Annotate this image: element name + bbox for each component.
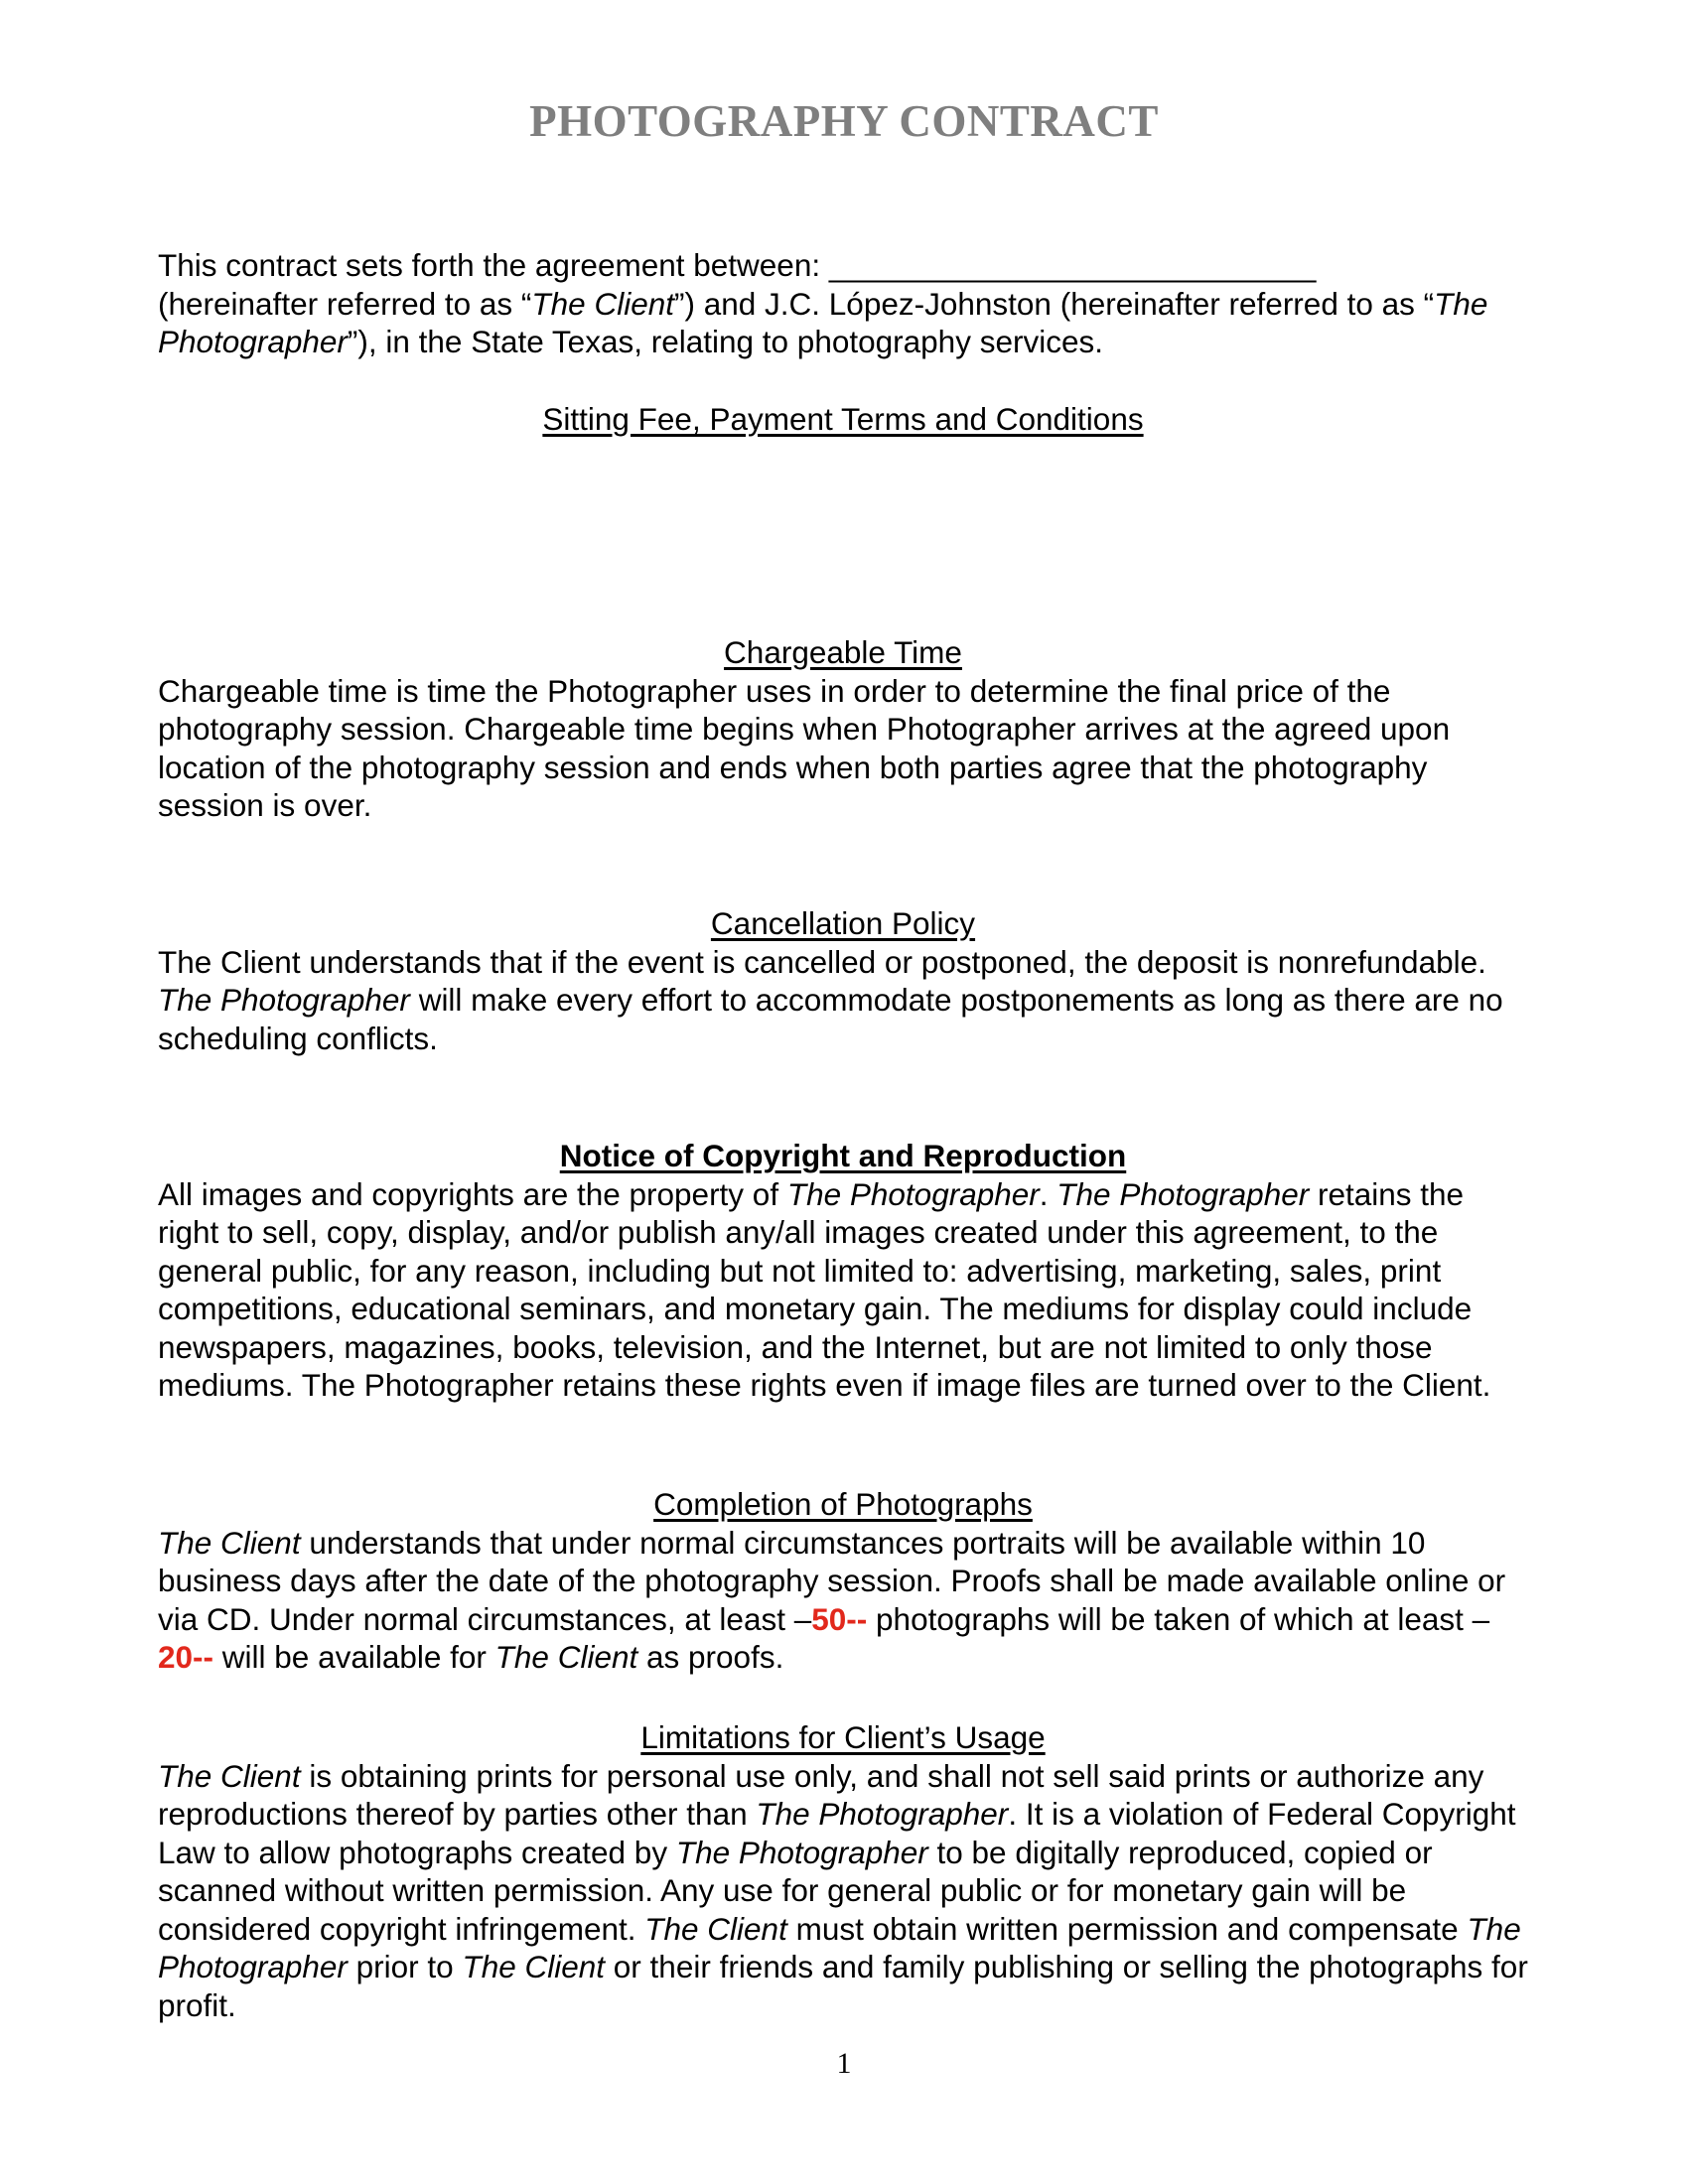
completion-section (158, 1485, 1528, 1677)
intro-line-1: This contract sets forth the agreement between: ____________________________ (158, 247, 1317, 283)
limitations-text: The Client is obtaining prints for personal use only, and shall not sell said prints or authorize any reproductions thereof by parties other than The Photographer. It is a violation of Federal Copyright Law to allow photographs created by The Photographer to be digitally reproduced, copied or scanned without written permission. Any use for general public or for monetary gain will be considered copyright infringement. The Client must obtain written permission and compensate The Photographer prior to The Client or their friends and family publishing or selling the photographs for profit. (158, 1757, 1528, 2023)
photos-taken-count: 50-- (811, 1600, 868, 1637)
client-term: The Client (531, 285, 674, 322)
intro-paragraph: This contract sets forth the agreement between: ____________________________ (hereinafter referred to as “The Client”) and J.C. López-Johnston (hereinafter referred to as “The Photographer”), in the State Texas, relating to photography services. (158, 247, 1488, 359)
chargeable-time-section (158, 633, 1528, 825)
intro-section (158, 246, 1528, 361)
chargeable-time-text: Chargeable time is time the Photographer uses in order to determine the final price of the photography session. Chargeable time begins when Photographer arrives at the agreed upon location of the photography session and ends when both parties agree that the photography session is over. (158, 672, 1451, 823)
chargeable-time-heading: Chargeable Time (724, 634, 962, 670)
page-number: 1 (836, 2047, 852, 2080)
cancellation-text: The Client understands that if the event is cancelled or postponed, the deposit is nonrefundable. The Photographer will make every effort to accommodate postponements as long as there are no scheduling conflicts. (158, 943, 1503, 1056)
photographer-term: The Photographer (158, 285, 1488, 359)
sitting-fee-heading: Sitting Fee, Payment Terms and Conditions (542, 401, 1144, 437)
limitations-heading: Limitations for Client’s Usage (640, 1719, 1046, 1755)
cancellation-section (158, 904, 1528, 1057)
document-title: PHOTOGRAPHY CONTRACT (529, 96, 1159, 146)
copyright-section (158, 1137, 1528, 1405)
completion-text: The Client understands that under normal circumstances portraits will be available within 10 business days after the date of the photography session. Proofs shall be made available online or via CD. Under normal circumstances, at least –50-- photographs will be taken of which at least –20-- will be available for The Client as proofs. (158, 1524, 1506, 1675)
limitations-section (158, 1718, 1528, 2024)
proofs-count: 20-- (158, 1639, 214, 1675)
copyright-heading: Notice of Copyright and Reproduction (559, 1138, 1127, 1173)
copyright-text: All images and copyrights are the property of The Photographer. The Photographer retains the right to sell, copy, display, and/or publish any/all images created under this agreement, to the general public, for any reason, including but not limited to: advertising, marketing, sales, print competitions, educational seminars, and monetary gain. The mediums for display could include newspapers, magazines, books, television, and the Internet, but are not limited to only those mediums. The Photographer retains these rights even if image files are turned over to the Client. (158, 1175, 1491, 1403)
cancellation-heading: Cancellation Policy (710, 905, 976, 941)
completion-heading: Completion of Photographs (653, 1486, 1033, 1522)
sitting-fee-section (158, 400, 1528, 439)
